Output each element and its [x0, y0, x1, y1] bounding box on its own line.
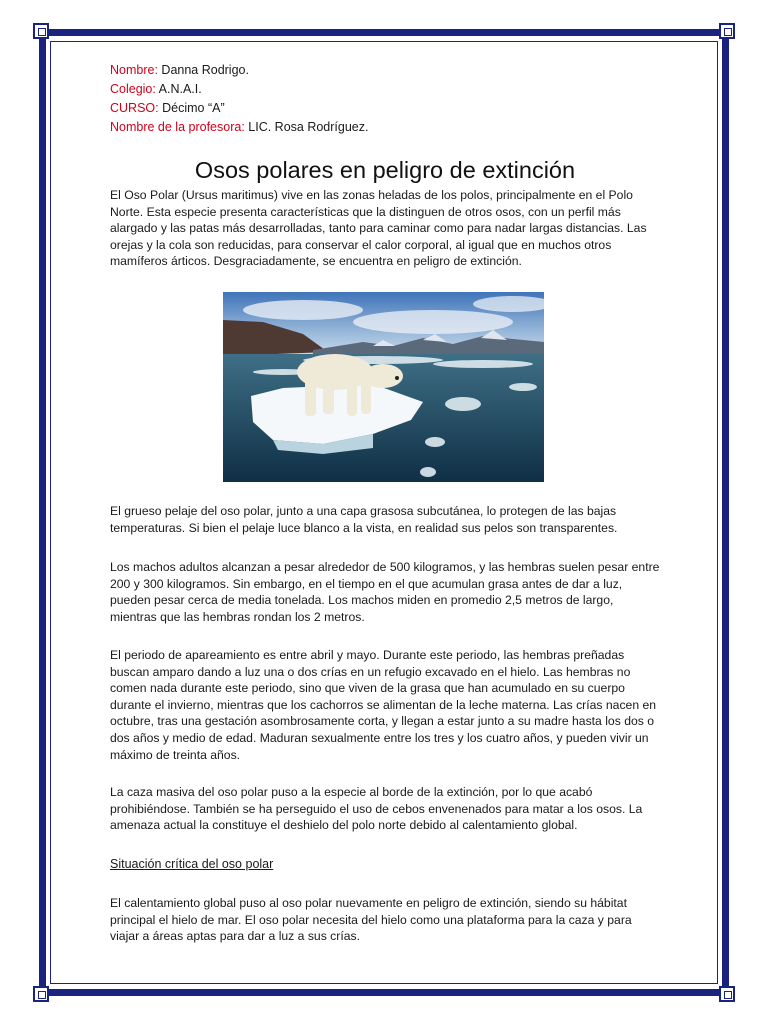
course-value: Décimo “A” — [158, 101, 225, 115]
student-name-value: Danna Rodrigo. — [157, 63, 249, 77]
course-line — [110, 99, 670, 118]
teacher-value: LIC. Rosa Rodríguez. — [244, 120, 369, 134]
school-value: A.N.A.I. — [155, 82, 202, 96]
teacher-line — [110, 118, 670, 137]
fur-paragraph: El grueso pelaje del oso polar, junto a una capa grasosa subcutánea, lo protegen de las bajas temperaturas. Si bien el pelaje luce blanco a la vista, en realidad sus pelos son transparentes. — [110, 504, 618, 535]
page-title: Osos polares en peligro de extinción — [194, 157, 576, 183]
border-corner-ornament — [719, 23, 735, 39]
student-name-label: Nombre: — [110, 63, 158, 77]
border-corner-ornament — [33, 986, 49, 1002]
course-label: CURSO: — [110, 101, 159, 115]
border-corner-ornament — [719, 986, 735, 1002]
polar-bear-photo — [223, 292, 544, 482]
section-title: Situación crítica del oso polar — [110, 857, 274, 871]
document-header — [110, 61, 670, 137]
intro-paragraph: El Oso Polar (Ursus maritimus) vive en las zonas heladas de los polos, principalmente en el Polo Norte. Esta especie presenta características que la distinguen de otros osos, con un perfil más alargado y las patas más desarrolladas, tanto para caminar como para nadar largas distancias. Las orejas y la cola son reducidas, para conservar el calor corporal, al igual que en muchos otros mamíferos árticos. Desgraciadamente, se encuentra en peligro de extinción. — [110, 188, 647, 269]
teacher-label: Nombre de la profesora: — [110, 120, 245, 134]
school-line — [110, 80, 670, 99]
school-label: Colegio: — [110, 82, 156, 96]
critical-situation-paragraph: El calentamiento global puso al oso polar nuevamente en peligro de extinción, siendo su hábitat principal el hielo de mar. El oso polar necesita del hielo como una plataforma para la caza y para viajar a áreas aptas para dar a luz a sus crías. — [110, 896, 632, 944]
border-corner-ornament — [33, 23, 49, 39]
mating-paragraph: El periodo de apareamiento es entre abril y mayo. Durante este periodo, las hembras preñadas buscan amparo dando a luz una o dos crías en un refugio excavado en el hielo. Las hembras no comen nada durante este periodo, sino que viven de la grasa que han acumulado en su cuerpo durante el invierno, mientras que los cachorros se alimentan de la leche materna. Las crías nacen en octubre, tras una gestación asombrosamente corta, y llegan a estar junto a su madre hasta los dos o dos años y medio de edad. Maduran sexualmente entre los tres y los cuatro años, y pueden vivir un máximo de treinta años. — [110, 648, 657, 762]
student-name-line — [110, 61, 670, 80]
weight-paragraph: Los machos adultos alcanzan a pesar alrededor de 500 kilogramos, y las hembras suelen pesar entre 200 y 300 kilogramos. Sin embargo, en el tiempo en el que acumulan grasa antes de dar a luz, pueden pesar cerca de media tonelada. Los machos miden en promedio 2,5 metros de largo, mientras que las hembras rondan los 2 metros. — [110, 560, 660, 624]
hunting-paragraph: La caza masiva del oso polar puso a la especie al borde de la extinción, por lo que acabó prohibiéndose. También se ha perseguido el uso de cebos envenenados para matar a los osos. La amenaza actual la constituye el deshielo del polo norte debido al calentamiento global. — [110, 785, 643, 833]
